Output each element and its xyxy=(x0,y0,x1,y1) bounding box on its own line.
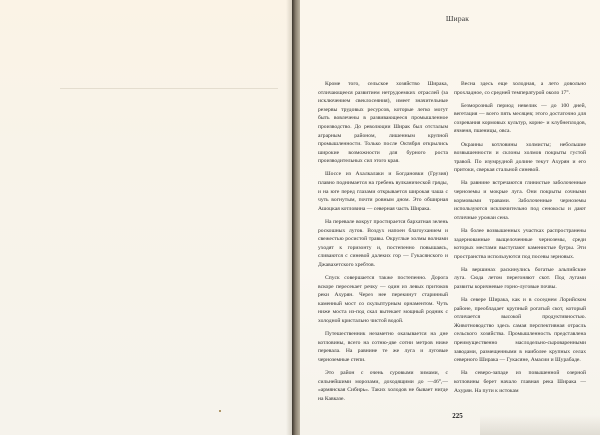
paragraph: На севере Ширака, как и в соседнем Лорийском районе, преобладает крупный рогатый скот, который отличается высокой продуктивностью. Животноводство здесь самая перспективная отрасль сельского хозяйства. Промышленность представлена преимущественно маслодельно-сыроваренными заводами, размещенными в наиболее крупных селах северного Ширака — Гукасяне, Амасии и Шурабаде. xyxy=(454,297,586,364)
right-page xyxy=(300,0,600,435)
running-head: Ширак xyxy=(445,14,470,23)
paragraph: Путешественник незаметно оказывается на дне котловины, всего на сотню-две сотни метров ниже перевала. На равнине те же луга и луговые черноземные степи. xyxy=(318,331,448,363)
left-page-blank xyxy=(0,0,292,435)
paragraph: На более возвышенных участках распространены задернованные выщелоченные черноземы, среди которых местами выступают каменистые бугры. Эти пространства используются под посевы зерновых. xyxy=(454,227,586,260)
page-shadow xyxy=(480,415,600,435)
paragraph: Это район с очень суровыми зимами, с сильнейшими морозами, доходящими до —46°,— «армянская Сибирь». Таких холодов не бывает нигде на Кавказе. xyxy=(318,369,448,402)
paragraph: На северо-западе из повышенной озерной котловины берет начало главная река Ширака — Ахурян. На пути к истокам xyxy=(454,370,586,394)
paragraph: На равнине встречаются глинистые заболоченные черноземы и мокрые луга. Они покрыты сочными кормовыми травами. Заболоченные черноземы используются исключительно под сенокосы и дают отличные урожаи сена. xyxy=(454,180,586,221)
page-number: 225 xyxy=(452,412,463,420)
paragraph: На перевале вокруг простирается бархатная зелень роскошных лугов. Воздух напоен благоуханием и свежестью росистой травы. Округлые холмы волнами уходят к горизонту и, постепенно повышаясь, сливаются с синевой далеких гор — Гукасянского и Джавахетского хребтов. xyxy=(318,218,448,268)
paper-speck xyxy=(219,410,221,412)
paragraph: Кроме того, сельское хозяйство Ширака, отличающееся развитием нетрудоемких отраслей (за исключением свеклосеяния), имеет значительные резервы трудовых ресурсов, которые легко могут быть вовлечены в развивающееся промышленное производство. До революции Ширак был отсталым аграрным районом, лишенным крупной промышленности. Только после Октября открылись широкие возможности для бурного роста производительных сил этого края. xyxy=(318,81,448,165)
text-column-right xyxy=(454,80,586,400)
paragraph: Окраины котловины холмисты; небольшие возвышенности и склоны холмов покрыты густой травой. По изумрудной долине текут Ахурян и его притоки, сверкая стальной синевой. xyxy=(454,141,586,174)
paragraph: Шоссе из Ахалкалаки и Богдановки (Грузия) плавно поднимается на гребень вулканической гряды, и на юге перед глазами открывается широкая чаша с чуть вогнутым, почти ровным дном. Это обширная Ашоцкая котловина — северная часть Ширака. xyxy=(318,171,448,212)
book-gutter xyxy=(292,0,300,435)
paragraph: Безморозный период невелик — до 100 дней, вегетация — всего пять месяцев; этого достаточно для созревания кормовых культур, корне- и клубнеплодов, ячменя, пшеницы, овса. xyxy=(454,102,586,135)
page-crease-line xyxy=(60,88,278,89)
paragraph: Спуск совершается также постепенно. Дорога вскоре пересекает речку — один из левых притоков реки Ахурян. Через нее перекинут старинный каменный мост со скульптурным орнаментом. Чуть ниже моста из-под скал вытекает мощный родник с холодной кристально чистой водой. xyxy=(318,274,448,324)
text-column-left xyxy=(318,80,448,408)
paragraph: На вершинах раскинулись богатые альпийские луга. Сюда летом перегоняют скот. Под лугами развиты коричневые горно-луговые почвы. xyxy=(454,266,586,290)
paragraph: Весна здесь еще холодная, а лето довольно прохладное, со средней температурой около 17°. xyxy=(454,81,586,96)
